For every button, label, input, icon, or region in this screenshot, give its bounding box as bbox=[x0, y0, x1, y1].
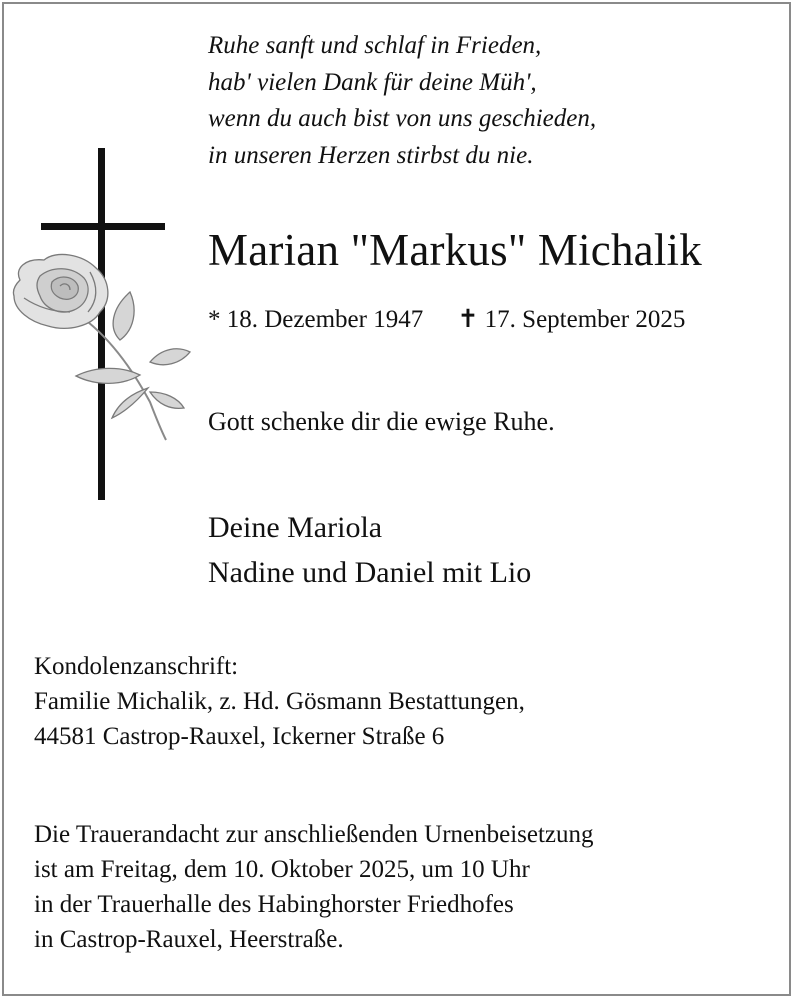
address-line: 44581 Castrop-Rauxel, Ickerner Straße 6 bbox=[34, 723, 445, 750]
mourner-line: Nadine und Daniel mit Lio bbox=[208, 556, 532, 589]
poem-line: Ruhe sanft und schlaf in Frieden, bbox=[208, 32, 542, 59]
death-date: ✝ 17. September 2025 bbox=[457, 306, 686, 333]
address-heading: Kondolenzanschrift: bbox=[34, 653, 239, 680]
service-line: ist am Freitag, dem 10. Oktober 2025, um 10 Uhr bbox=[34, 856, 530, 883]
blessing-text: Gott schenke dir die ewige Ruhe. bbox=[208, 407, 555, 436]
mourners bbox=[208, 505, 531, 595]
funeral-service-info bbox=[34, 817, 594, 957]
service-line: in Castrop-Rauxel, Heerstraße. bbox=[34, 926, 344, 953]
mourner-line: Deine Mariola bbox=[208, 511, 383, 544]
poem-line: in unseren Herzen stirbst du nie. bbox=[208, 141, 534, 169]
condolence-address bbox=[34, 649, 525, 754]
life-dates bbox=[208, 303, 685, 337]
poem-line: hab' vielen Dank für deine Müh', bbox=[208, 68, 537, 96]
address-line: Familie Michalik, z. Hd. Gösmann Bestattungen, bbox=[34, 688, 525, 715]
service-line: in der Trauerhalle des Habinghorster Friedhofes bbox=[34, 891, 514, 918]
poem-line: wenn du auch bist von uns geschieden, bbox=[208, 105, 597, 132]
birth-date: * 18. Dezember 1947 bbox=[208, 306, 424, 333]
service-line: Die Trauerandacht zur anschließenden Urnenbeisetzung bbox=[34, 821, 594, 848]
deceased-name: Marian "Markus" Michalik bbox=[208, 225, 702, 275]
memorial-poem bbox=[208, 28, 596, 174]
cross-with-rose-illustration bbox=[0, 140, 200, 510]
